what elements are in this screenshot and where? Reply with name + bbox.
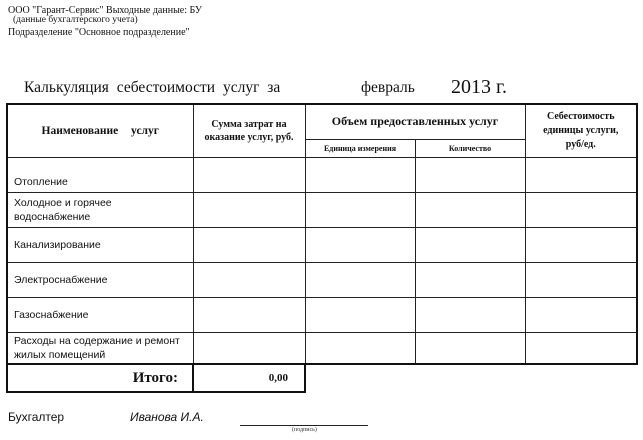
cell-sum <box>193 332 305 364</box>
cell-quantity <box>415 227 525 262</box>
row-water-supply: Холодное и горячее водоснабжение <box>7 192 193 227</box>
row-housing-maintenance: Расходы на содержание и ремонт жилых помещений <box>7 332 193 364</box>
table-row <box>7 227 637 262</box>
accountant-label: Бухгалтер <box>8 410 65 424</box>
cell-quantity <box>415 157 525 192</box>
cell-unit <box>305 192 415 227</box>
cell-unit <box>305 227 415 262</box>
data-source-note: (данные бухгалтерского учета) <box>13 15 138 25</box>
cell-quantity <box>415 262 525 297</box>
cell-unit-cost <box>525 192 637 227</box>
row-electricity: Электроснабжение <box>7 262 193 297</box>
signature-line <box>240 425 368 426</box>
total-value: 0,00 <box>193 364 305 392</box>
header-quantity: Количество <box>415 139 525 157</box>
cell-sum <box>193 192 305 227</box>
row-sewerage: Канализирование <box>7 227 193 262</box>
table-row <box>7 262 637 297</box>
department-header: Подразделение "Основное подразделение" <box>8 27 190 38</box>
document-title: Калькуляция себестоимости услуг за <box>24 79 281 96</box>
cell-unit-cost <box>525 332 637 364</box>
cell-quantity <box>415 192 525 227</box>
cell-quantity <box>415 297 525 332</box>
cell-sum <box>193 157 305 192</box>
table-row <box>7 192 637 227</box>
table-row <box>7 297 637 332</box>
row-gas-supply: Газоснабжение <box>7 297 193 332</box>
cell-unit <box>305 157 415 192</box>
cell-sum <box>193 297 305 332</box>
cell-unit-cost <box>525 157 637 192</box>
signature-caption: (подпись) <box>292 427 317 433</box>
cell-unit <box>305 332 415 364</box>
header-service-volume: Объем предоставленных услуг <box>305 104 525 139</box>
title-year: 2013 г. <box>451 76 507 98</box>
total-label: Итого: <box>7 364 193 392</box>
table-row <box>7 157 637 192</box>
cost-calculation-table <box>6 103 638 393</box>
title-month: февраль <box>361 79 415 96</box>
cell-quantity <box>415 332 525 364</box>
row-heating: Отопление <box>7 157 193 192</box>
cell-unit-cost <box>525 262 637 297</box>
header-unit: Единица измерения <box>305 139 415 157</box>
header-unit-cost: Себестоимость единицы услуги, руб/ед. <box>525 104 637 157</box>
cell-sum <box>193 227 305 262</box>
cell-unit-cost <box>525 227 637 262</box>
accountant-name: Иванова И.А. <box>130 410 204 424</box>
table-row <box>7 332 637 364</box>
cell-unit <box>305 297 415 332</box>
company-header: ООО "Гарант-Сервис" Выходные данные: БУ <box>8 5 202 16</box>
header-service-name: Наименование услуг <box>7 104 193 157</box>
cell-unit-cost <box>525 297 637 332</box>
header-cost-sum: Сумма затрат на оказание услуг, руб. <box>193 104 305 157</box>
cell-sum <box>193 262 305 297</box>
cell-unit <box>305 262 415 297</box>
